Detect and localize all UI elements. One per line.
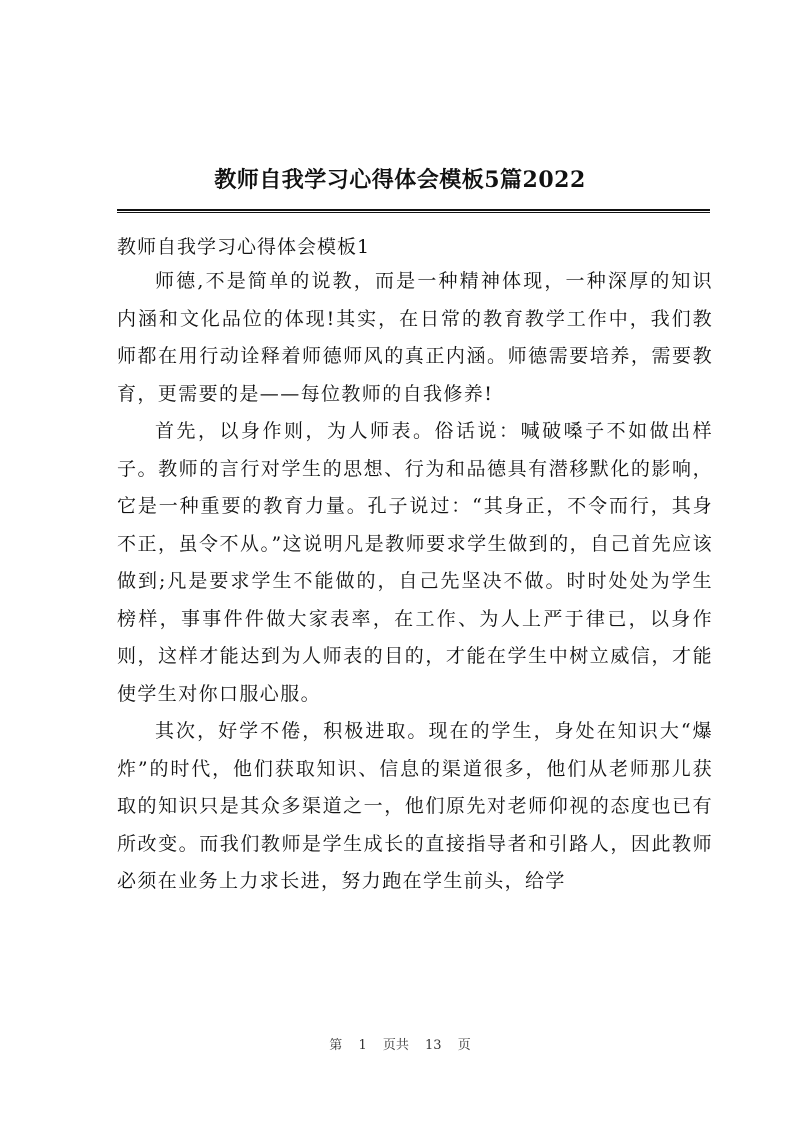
footer-prefix: 第 <box>329 1038 343 1053</box>
page-footer <box>0 1034 800 1053</box>
section-heading: 教师自我学习心得体会模板1 <box>117 236 371 258</box>
paragraph: 师德,不是简单的说教，而是一种精神体现，一种深厚的知识内涵和文化品位的体现!其实，在日常的教育教学工作中，我们教师都在用行动诠释着师德师风的真正内涵。师德需要培养，需要教育，更需要的是——每位教师的自我修养! <box>117 270 713 405</box>
total-pages: 13 <box>425 1038 442 1053</box>
paragraph: 其次，好学不倦，积极进取。现在的学生，身处在知识大“爆炸”的时代，他们获取知识、信息的渠道很多，他们从老师那儿获取的知识只是其众多渠道之一，他们原先对老师仰视的态度也已有所改变。而我们教师是学生成长的直接指导者和引路人，因此教师必须在业务上力求长进，努力跑在学生前头，给学 <box>117 720 713 892</box>
document-title: 教师自我学习心得体会模板5篇2022 <box>214 167 586 193</box>
footer-middle: 页共 <box>382 1038 409 1053</box>
footer-suffix: 页 <box>457 1038 471 1053</box>
paragraph: 首先，以身作则，为人师表。俗话说：喊破嗓子不如做出样子。教师的言行对学生的思想、行为和品德具有潜移默化的影响，它是一种重要的教育力量。孔子说过：“其身正，不令而行，其身不正，虽令不从。”这说明凡是教师要求学生做到的，自己首先应该做到;凡是要求学生不能做的，自己先坚决不做。时时处处为学生榜样，事事件件做大家表率，在工作、为人上严于律已，以身作则，这样才能达到为人师表的目的，才能在学生中树立威信，才能使学生对你口服心服。 <box>117 420 713 705</box>
document-body <box>117 263 713 901</box>
page-number: 1 <box>358 1038 367 1053</box>
title-divider <box>117 209 710 213</box>
